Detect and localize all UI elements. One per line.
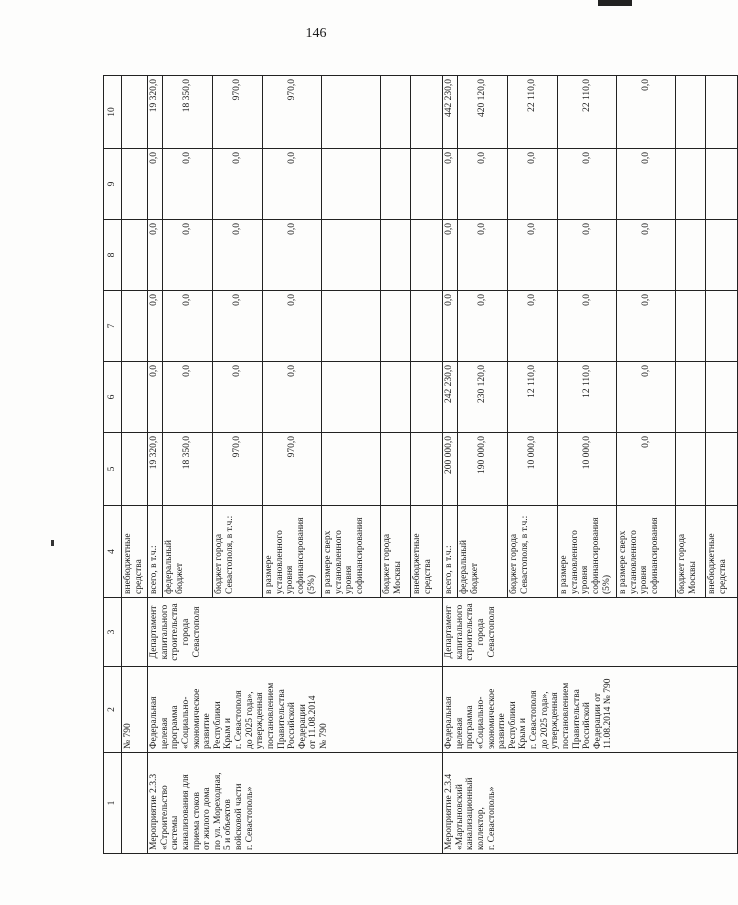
funding-source-line: бюджет: [174, 562, 185, 594]
cell-value-v9: [322, 149, 381, 220]
funding-source-line: средства: [422, 559, 433, 594]
cell-funding-source: [558, 506, 617, 598]
cell-value-v8: [322, 220, 381, 291]
table-body: [122, 76, 738, 854]
cell-value-v5: 18 350,0: [163, 433, 213, 506]
cell-value-v5: [381, 433, 411, 506]
executor-line: капитального: [159, 604, 170, 660]
cell-value-v10: 0,0: [617, 76, 676, 149]
cell-value-v7: [706, 291, 738, 362]
program-line: Российской: [582, 702, 593, 749]
program-line: программа: [170, 705, 181, 749]
cell-value-v9: 0,0: [213, 149, 263, 220]
funding-source-line: Севастополя, в т.ч.:: [224, 515, 235, 594]
cell-value-v10: 970,0: [263, 76, 322, 149]
cell-value-v9: 0,0: [617, 149, 676, 220]
program-line: развитие: [497, 713, 508, 749]
program-line: целевая: [159, 717, 170, 749]
cell-value-v8: 0,0: [163, 220, 213, 291]
cell-funding-source: [508, 506, 558, 598]
executor-line: капитального: [454, 604, 465, 660]
measure-name-line: «Мартыновский: [454, 784, 465, 850]
cell-value-v7: [676, 291, 706, 362]
funding-source-line: бюджет города: [214, 533, 224, 594]
cell-value-v7: 0,0: [443, 291, 458, 362]
funding-source-line: всего, в т.ч.:: [149, 545, 159, 594]
cell-funding-source: [706, 506, 738, 598]
cell-value-v5: [411, 433, 443, 506]
cell-value-v6: [322, 362, 381, 433]
cell-value-v7: 0,0: [558, 291, 617, 362]
cell-value-v5: 970,0: [213, 433, 263, 506]
cell-value-v6: 0,0: [617, 362, 676, 433]
executor-line: строительства: [465, 603, 476, 661]
cell-funding-source: [443, 506, 458, 598]
cell-funding-source: [676, 506, 706, 598]
cell-value-v7: [411, 291, 443, 362]
cell-value-v8: 0,0: [213, 220, 263, 291]
cell-funding-source: [458, 506, 508, 598]
program-line: Республики: [507, 701, 518, 749]
cell-executor-empty: [122, 598, 148, 667]
funding-source-line: в размере: [264, 555, 274, 594]
funding-source-line: софинансирования: [354, 517, 365, 594]
program-line: от 11.08.2014: [308, 695, 319, 749]
funding-source-line: внебюджетные: [412, 533, 422, 594]
funding-source-line: Севастополя, в т.ч.:: [519, 515, 530, 594]
cell-program-continuation: № 790: [122, 667, 148, 753]
cell-value-v7: 0,0: [617, 291, 676, 362]
cell-value-empty: [122, 149, 148, 220]
cell-value-v9: [411, 149, 443, 220]
program-line: «Социально-: [475, 696, 486, 749]
table-row: [122, 76, 148, 854]
program-line: экономическое: [191, 688, 202, 749]
program-line: утвержденная: [255, 692, 266, 749]
header-col-9: 9: [104, 149, 122, 220]
cell-value-v5: [322, 433, 381, 506]
cell-value-v5: [676, 433, 706, 506]
table-row: [443, 76, 458, 854]
funding-source-line: (5%): [601, 575, 612, 594]
cell-value-v9: [706, 149, 738, 220]
header-col-10: 10: [104, 76, 122, 149]
cell-value-v8: [381, 220, 411, 291]
cell-value-v6: 0,0: [213, 362, 263, 433]
executor-line: Департамент: [444, 605, 454, 659]
funding-source-line: Москвы: [392, 561, 403, 594]
cell-value-v9: 0,0: [508, 149, 558, 220]
cell-value-empty: [122, 291, 148, 362]
header-col-1: 1: [104, 753, 122, 854]
measure-name-line: Мероприятие 2.3.3: [149, 773, 159, 850]
cell-value-v6: [381, 362, 411, 433]
cell-value-v6: 230 120,0: [458, 362, 508, 433]
funding-source-line: установленного: [569, 530, 580, 594]
cell-value-v6: [676, 362, 706, 433]
cell-value-v8: 0,0: [443, 220, 458, 291]
rotated-table-frame: [103, 76, 728, 854]
program-line: Крым и: [518, 718, 529, 749]
cell-value-v10: [381, 76, 411, 149]
cell-value-v8: 0,0: [617, 220, 676, 291]
cell-measure-empty: [122, 753, 148, 854]
funding-source-line: софинансирования: [590, 517, 601, 594]
measure-name-line: по ул. Мореходная,: [212, 772, 223, 850]
cell-value-v10: 22 110,0: [558, 76, 617, 149]
header-col-4: 4: [104, 506, 122, 598]
measure-name-line: от жилого дома: [202, 787, 213, 850]
measure-name-line: г. Севастополь»: [244, 786, 255, 850]
measure-name-line: системы: [170, 815, 181, 850]
cell-value-v7: 0,0: [213, 291, 263, 362]
cell-value-v7: 0,0: [163, 291, 213, 362]
cell-measure-name: [443, 753, 738, 854]
funding-source-line: средства: [133, 559, 144, 594]
cell-value-v10: [411, 76, 443, 149]
cell-funding-source: [322, 506, 381, 598]
executor-line: Севастополя: [191, 606, 202, 658]
cell-value-v10: 442 230,0: [443, 76, 458, 149]
program-line: до 2025 года»,: [244, 691, 255, 749]
executor-line: города: [180, 618, 191, 646]
funding-source-line: установленного: [274, 530, 285, 594]
program-line: до 2025 года»,: [539, 691, 550, 749]
cell-funding-source: [163, 506, 213, 598]
header-row: [104, 76, 122, 854]
program-line: целевая: [454, 717, 465, 749]
cell-value-v6: [411, 362, 443, 433]
cell-funding-source: [213, 506, 263, 598]
measure-name-line: «Строительство: [159, 785, 170, 850]
program-line: Федерации: [297, 704, 308, 749]
cell-value-empty: [122, 76, 148, 149]
cell-value-v8: 0,0: [508, 220, 558, 291]
cell-value-v10: 18 350,0: [163, 76, 213, 149]
cell-value-v7: 0,0: [458, 291, 508, 362]
cell-value-v5: 200 000,0: [443, 433, 458, 506]
program-line: Правительства: [276, 689, 287, 749]
cell-value-v5: 10 000,0: [508, 433, 558, 506]
rotated-table: [103, 76, 728, 854]
cell-value-v10: 420 120,0: [458, 76, 508, 149]
funding-source-line: софинансирования: [295, 517, 306, 594]
funding-source-line: (5%): [306, 575, 317, 594]
cell-funding-source: [122, 506, 148, 598]
cell-value-v6: [706, 362, 738, 433]
cell-value-v10: [676, 76, 706, 149]
financing-table: [103, 75, 738, 854]
measure-name-line: канализационный: [465, 777, 476, 850]
funding-source-line: Москвы: [687, 561, 698, 594]
funding-source-line: бюджет города: [677, 533, 687, 594]
measure-name-line: канализования для: [180, 774, 191, 850]
funding-source-line: бюджет города: [509, 533, 519, 594]
cell-value-v6: 0,0: [263, 362, 322, 433]
cell-value-v7: 0,0: [148, 291, 163, 362]
cell-value-v10: [322, 76, 381, 149]
cell-measure-name: [148, 753, 443, 854]
program-line: Республики: [212, 701, 223, 749]
cell-funding-source: [617, 506, 676, 598]
cell-value-v10: 970,0: [213, 76, 263, 149]
cell-value-empty: [122, 362, 148, 433]
cell-value-v7: 0,0: [508, 291, 558, 362]
measure-name-line: Мероприятие 2.3.4: [444, 773, 454, 850]
program-line: г. Севастополя: [234, 690, 244, 749]
funding-source-line: средства: [717, 559, 728, 594]
cell-value-v9: 0,0: [263, 149, 322, 220]
measure-name-line: г. Севастополь»: [486, 786, 497, 850]
funding-source-line: установленного: [628, 530, 639, 594]
funding-source-line: всего, в т.ч.:: [444, 545, 454, 594]
cell-value-v9: 0,0: [443, 149, 458, 220]
cell-funding-source: [381, 506, 411, 598]
program-line: Федеральная: [444, 696, 454, 749]
cell-value-v10: 19 320,0: [148, 76, 163, 149]
cell-program: [443, 667, 738, 753]
cell-executor: [443, 598, 738, 667]
program-line: программа: [465, 705, 476, 749]
cell-value-v7: [381, 291, 411, 362]
cell-value-v8: 0,0: [148, 220, 163, 291]
cell-program: [148, 667, 443, 753]
program-line: экономическое: [486, 688, 497, 749]
cell-value-v9: 0,0: [148, 149, 163, 220]
header-col-2: 2: [104, 667, 122, 753]
cell-value-v10: 22 110,0: [508, 76, 558, 149]
program-line: постановлением: [265, 682, 276, 749]
executor-line: строительства: [170, 603, 181, 661]
program-line: «Социально-: [180, 696, 191, 749]
cell-value-v9: 0,0: [163, 149, 213, 220]
cell-value-v7: [322, 291, 381, 362]
cell-value-v8: [706, 220, 738, 291]
scan-corner-mark: [598, 0, 632, 6]
cell-value-v5: 10 000,0: [558, 433, 617, 506]
executor-line: города: [475, 618, 486, 646]
cell-value-v9: [381, 149, 411, 220]
cell-value-v5: 0,0: [617, 433, 676, 506]
cell-value-empty: [122, 220, 148, 291]
program-line: Крым и: [223, 718, 234, 749]
funding-source-line: уровня: [285, 565, 296, 594]
cell-value-v6: 12 110,0: [558, 362, 617, 433]
measure-name-line: коллектор,: [475, 807, 486, 850]
cell-value-v5: 190 000,0: [458, 433, 508, 506]
measure-name-line: 5 и объектов: [223, 799, 234, 850]
cell-value-v10: [706, 76, 738, 149]
executor-line: Департамент: [149, 605, 159, 659]
funding-source-line: уровня: [580, 565, 591, 594]
program-line: Федеральная: [149, 696, 159, 749]
funding-source-line: внебюджетные: [707, 533, 717, 594]
measure-name-line: войсковой части: [234, 783, 244, 850]
cell-value-v8: [411, 220, 443, 291]
cell-funding-source: [148, 506, 163, 598]
program-line: утвержденная: [550, 692, 561, 749]
funding-source-line: внебюджетные: [123, 533, 133, 594]
program-line: 11.08.2014 № 790: [603, 678, 614, 749]
cell-value-v5: 19 320,0: [148, 433, 163, 506]
funding-source-line: бюджет: [469, 562, 480, 594]
funding-source-line: в размере сверх: [323, 530, 333, 594]
funding-source-line: федеральный: [459, 540, 469, 594]
cell-funding-source: [411, 506, 443, 598]
header-col-5: 5: [104, 433, 122, 506]
page-number: 146: [305, 26, 327, 41]
cell-value-empty: [122, 433, 148, 506]
program-line: Правительства: [571, 689, 582, 749]
measure-name-line: приема стоков: [191, 791, 202, 850]
program-line: г. Севастополя: [529, 690, 539, 749]
cell-value-v5: [706, 433, 738, 506]
program-line: развитие: [202, 713, 213, 749]
funding-source-line: установленного: [333, 530, 344, 594]
executor-line: Севастополя: [486, 606, 497, 658]
cell-value-v9: 0,0: [458, 149, 508, 220]
funding-source-line: софинансирования: [649, 517, 660, 594]
cell-value-v6: 0,0: [148, 362, 163, 433]
cell-value-v8: 0,0: [263, 220, 322, 291]
header-col-3: 3: [104, 598, 122, 667]
cell-funding-source: [263, 506, 322, 598]
funding-source-line: бюджет города: [382, 533, 392, 594]
cell-value-v6: 12 110,0: [508, 362, 558, 433]
header-col-8: 8: [104, 220, 122, 291]
cell-value-v6: 242 230,0: [443, 362, 458, 433]
funding-source-line: в размере сверх: [618, 530, 628, 594]
cell-executor: [148, 598, 443, 667]
cell-value-v5: 970,0: [263, 433, 322, 506]
cell-value-v8: 0,0: [458, 220, 508, 291]
table-row: [148, 76, 163, 854]
program-line: Федерации от: [592, 692, 603, 749]
cell-value-v8: 0,0: [558, 220, 617, 291]
program-line: постановлением: [560, 682, 571, 749]
funding-source-line: в размере: [559, 555, 569, 594]
funding-source-line: уровня: [344, 565, 355, 594]
program-line: Российской: [287, 702, 298, 749]
cell-value-v9: [676, 149, 706, 220]
cell-value-v6: 0,0: [163, 362, 213, 433]
cell-value-v7: 0,0: [263, 291, 322, 362]
program-line: № 790: [319, 723, 329, 749]
scan-speck: [51, 540, 54, 546]
header-col-6: 6: [104, 362, 122, 433]
cell-value-v8: [676, 220, 706, 291]
funding-source-line: федеральный: [164, 540, 174, 594]
header-col-7: 7: [104, 291, 122, 362]
cell-value-v9: 0,0: [558, 149, 617, 220]
funding-source-line: уровня: [639, 565, 650, 594]
